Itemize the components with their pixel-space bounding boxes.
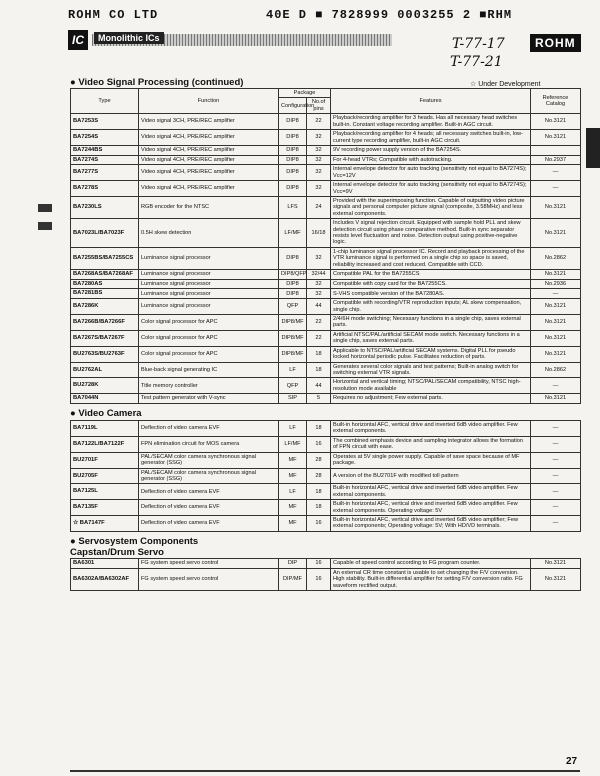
reference-cell: No.3121 xyxy=(531,314,581,330)
table-row xyxy=(71,130,581,146)
pins-cell: 32 xyxy=(307,165,331,181)
type-cell: BA7230LS xyxy=(71,196,139,218)
function-cell: Video signal 3CH, PRE/REC amplifier xyxy=(139,114,279,130)
features-cell: S-VHS compatible version of the BA7280AS. xyxy=(331,289,531,299)
reference-cell: No.3121 xyxy=(531,346,581,362)
config-cell: LF xyxy=(279,362,307,378)
config-cell: SIP xyxy=(279,394,307,404)
features-cell: 9V recording power supply version of the BA7254S. xyxy=(331,145,531,155)
type-cell: BU2728K xyxy=(71,378,139,394)
table-row xyxy=(71,299,581,315)
pins-cell: 32 xyxy=(307,155,331,165)
function-cell: Deflection of video camera EVF xyxy=(139,421,279,437)
config-cell: DIP/MF xyxy=(279,568,307,590)
type-cell: BA7280AS xyxy=(71,279,139,289)
video-signal-table xyxy=(70,88,581,404)
type-cell: BA7125L xyxy=(71,484,139,500)
config-cell: MF xyxy=(279,516,307,532)
features-cell: 1-chip luminance signal processor IC. Record and playback processing of the VTR luminance signal is performed on a single chip so space is saved, reliability increased and cost reduced. Compatible with CCD. xyxy=(331,247,531,269)
function-cell: Deflection of video camera EVF xyxy=(139,484,279,500)
pins-cell: 18 xyxy=(307,484,331,500)
config-cell: LF xyxy=(279,421,307,437)
pins-cell: 18 xyxy=(307,421,331,437)
new-flag-icon xyxy=(38,204,52,212)
type-cell: BU2705F xyxy=(71,468,139,484)
rohm-logo: ROHM xyxy=(530,34,581,52)
pins-cell: 16 xyxy=(307,568,331,590)
pins-cell: 32 xyxy=(307,145,331,155)
reference-cell: No.2862 xyxy=(531,362,581,378)
pins-cell: 22 xyxy=(307,330,331,346)
function-cell: FG system speed servo control xyxy=(139,568,279,590)
features-cell: A version of the BU2701F with modified toll pattern xyxy=(331,468,531,484)
function-cell: Blue-back signal generating IC xyxy=(139,362,279,378)
table-row xyxy=(71,484,581,500)
function-cell: Luminance signal processor xyxy=(139,247,279,269)
pins-cell: 18 xyxy=(307,346,331,362)
pins-cell: 5 xyxy=(307,394,331,404)
table-row xyxy=(71,330,581,346)
subsection-title-capstan: Capstan/Drum Servo xyxy=(70,547,164,558)
function-cell: Luminance signal processor xyxy=(139,299,279,315)
pins-cell: 32 xyxy=(307,181,331,197)
type-cell: BA7278S xyxy=(71,181,139,197)
config-cell: DIP8 xyxy=(279,165,307,181)
reference-cell: No.2937 xyxy=(531,155,581,165)
pins-cell: 16 xyxy=(307,436,331,452)
features-cell: Operates at 5V single power supply. Capable of save space because of MF package. xyxy=(331,452,531,468)
features-cell: For 4-head VTRs; Compatible with autotracking. xyxy=(331,155,531,165)
pins-cell: 32 xyxy=(307,289,331,299)
pins-cell: 44 xyxy=(307,378,331,394)
function-cell: Video signal 4CH, PRE/REC amplifier xyxy=(139,130,279,146)
function-cell: Deflection of video camera EVF xyxy=(139,500,279,516)
type-cell: BA7119L xyxy=(71,421,139,437)
reference-cell: — xyxy=(531,516,581,532)
function-cell: PAL/SECAM color camera synchronous signal generator (SSG) xyxy=(139,452,279,468)
type-cell: BA7268AS/BA7268AF xyxy=(71,270,139,280)
features-cell: Applicable to NTSC/PAL/artificial SECAM systems. Digital PLL for pseudo locked horizontal periodic pulse. Facilitates reduction of parts. xyxy=(331,346,531,362)
function-cell: PAL/SECAM color camera synchronous signal generator (SSG) xyxy=(139,468,279,484)
config-cell: DIP8/MF xyxy=(279,330,307,346)
features-cell: Built-in horizontal AFC, vertical drive and inverted 6dB video amplifier. Few external components. Operating voltage: 5V xyxy=(331,500,531,516)
table-row xyxy=(71,114,581,130)
function-cell: Color signal processor for APC xyxy=(139,314,279,330)
function-cell: Luminance signal processor xyxy=(139,289,279,299)
features-cell: Requires no adjustment; Few external parts. xyxy=(331,394,531,404)
table-row xyxy=(71,452,581,468)
type-cell: BA7023L/BA7023F xyxy=(71,219,139,248)
table-row xyxy=(71,155,581,165)
function-cell: FPN elimination circuit for MOS camera xyxy=(139,436,279,452)
table-row xyxy=(71,346,581,362)
reference-cell: — xyxy=(531,165,581,181)
config-cell: DIP8 xyxy=(279,247,307,269)
pins-cell: 32 xyxy=(307,130,331,146)
section-title-servosystem: ● Servosystem Components xyxy=(70,536,199,547)
type-cell: BA7244BS xyxy=(71,145,139,155)
pins-cell: 18 xyxy=(307,362,331,378)
config-cell: MF xyxy=(279,452,307,468)
table-row xyxy=(71,181,581,197)
features-cell: Capable of speed control according to FG program counter. xyxy=(331,559,531,569)
features-cell: Compatible with copy card for the BA7255CS. xyxy=(331,279,531,289)
features-cell: Includes V signal rejection circuit. Equipped with sample hold PLL and skew detection circuit using phase comparative method. Built-in sync separator resists level fluctuation and noise. Detection output using positive-negative logic. xyxy=(331,219,531,248)
pins-cell: 16 xyxy=(307,559,331,569)
under-development-note: ☆ Under Development xyxy=(470,81,541,88)
config-cell: DIP8/MF xyxy=(279,346,307,362)
reference-cell: No.3121 xyxy=(531,270,581,280)
pins-cell: 18 xyxy=(307,500,331,516)
config-cell: LF/MF xyxy=(279,436,307,452)
table-row xyxy=(71,279,581,289)
table-row xyxy=(71,247,581,269)
reference-cell: — xyxy=(531,436,581,452)
config-cell: QFP xyxy=(279,378,307,394)
function-cell: Video signal 4CH, PRE/REC amplifier xyxy=(139,165,279,181)
config-cell: DIP8/QFP xyxy=(279,270,307,280)
reference-cell: No.3121 xyxy=(531,559,581,569)
table-row xyxy=(71,165,581,181)
table-row xyxy=(71,436,581,452)
type-cell: BA7281BS xyxy=(71,289,139,299)
features-cell: Provided with the superimposing function. Capable of outputting video picture signals and personal computer picture signal (composite, 3.58MHz) and less external components. xyxy=(331,196,531,218)
config-cell: DIP8 xyxy=(279,130,307,146)
config-cell: MF xyxy=(279,500,307,516)
config-cell: DIP8 xyxy=(279,181,307,197)
config-cell: LF xyxy=(279,484,307,500)
config-cell: DIP8 xyxy=(279,279,307,289)
function-cell: Video signal 4CH, PRE/REC amplifier xyxy=(139,155,279,165)
config-cell: QFP xyxy=(279,299,307,315)
pins-cell: 32 xyxy=(307,279,331,289)
type-cell: BA7122L/BA7122F xyxy=(71,436,139,452)
type-cell: BA7255BS/BA7255CS xyxy=(71,247,139,269)
config-cell: DIP8 xyxy=(279,289,307,299)
type-cell: ☆ BA7147F xyxy=(71,516,139,532)
reference-cell: — xyxy=(531,378,581,394)
table-row xyxy=(71,394,581,404)
table-row xyxy=(71,559,581,569)
type-cell: BA7286K xyxy=(71,299,139,315)
config-cell: DIP8/MF xyxy=(279,314,307,330)
col-header-pins: No.of pins xyxy=(307,98,331,114)
reference-cell: No.3121 xyxy=(531,330,581,346)
reference-cell: No.3121 xyxy=(531,394,581,404)
pins-cell: 44 xyxy=(307,299,331,315)
reference-cell: — xyxy=(531,500,581,516)
col-header-features: Features xyxy=(331,89,531,114)
table-row xyxy=(71,145,581,155)
pins-cell: 28 xyxy=(307,468,331,484)
reference-cell: — xyxy=(531,181,581,197)
function-cell: Luminance signal processor xyxy=(139,279,279,289)
reference-cell: — xyxy=(531,484,581,500)
table-row xyxy=(71,289,581,299)
reference-cell: No.3121 xyxy=(531,130,581,146)
table-row xyxy=(71,196,581,218)
table-row xyxy=(71,421,581,437)
pins-cell: 16/18 xyxy=(307,219,331,248)
type-cell: BA7274S xyxy=(71,155,139,165)
reference-cell: No.3121 xyxy=(531,219,581,248)
features-cell: Playback/recording amplifier for 3 heads. Has all necessary head switches built-in. Constant voltage recording amplifier. Built-in AGC circuit. xyxy=(331,114,531,130)
config-cell: MF xyxy=(279,468,307,484)
table-row xyxy=(71,516,581,532)
features-cell: Playback/recording amplifier for 4 heads; all necessary switches built-in, low-current type recording amplifier, built-in AGC circuit. xyxy=(331,130,531,146)
config-cell: DIP8 xyxy=(279,155,307,165)
config-cell: LFS xyxy=(279,196,307,218)
new-flag-icon xyxy=(38,222,52,230)
col-header-reference: Reference Catalog xyxy=(531,89,581,114)
type-cell: BA7277S xyxy=(71,165,139,181)
reference-cell xyxy=(531,145,581,155)
col-header-configuration: Configuration xyxy=(279,98,307,114)
reference-cell: No.3121 xyxy=(531,196,581,218)
table-row xyxy=(71,568,581,590)
type-cell: BA7253S xyxy=(71,114,139,130)
col-header-type: Type xyxy=(71,89,139,114)
reference-cell: — xyxy=(531,468,581,484)
servo-table xyxy=(70,558,581,591)
side-tab-marker xyxy=(586,128,600,168)
function-cell: Deflection of video camera EVF xyxy=(139,516,279,532)
reference-cell: — xyxy=(531,452,581,468)
function-cell: Video signal 4CH, PRE/REC amplifier xyxy=(139,181,279,197)
reference-cell: — xyxy=(531,421,581,437)
type-cell: BA7266B/BA7266F xyxy=(71,314,139,330)
function-cell: 0.5H skew detection xyxy=(139,219,279,248)
handwritten-note-1: T-77-17 xyxy=(452,36,505,52)
function-cell: Video signal 4CH, PRE/REC amplifier xyxy=(139,145,279,155)
config-cell: DIP8 xyxy=(279,145,307,155)
reference-cell: No.3121 xyxy=(531,568,581,590)
pins-cell: 28 xyxy=(307,452,331,468)
type-cell: BA7267S/BA7267F xyxy=(71,330,139,346)
function-cell: Color signal processor for APC xyxy=(139,346,279,362)
features-cell: Generates several color signals and test patterns; Built-in analog switch for switching external VTR signals. xyxy=(331,362,531,378)
type-cell: BU2701F xyxy=(71,452,139,468)
table-row xyxy=(71,362,581,378)
features-cell: Built-in horizontal AFC, vertical drive and inverted 6dB video amplifier. Few external components. xyxy=(331,484,531,500)
table-row xyxy=(71,219,581,248)
pins-cell: 16 xyxy=(307,516,331,532)
table-row xyxy=(71,468,581,484)
table-row xyxy=(71,378,581,394)
band-label: Monolithic ICs xyxy=(94,32,164,44)
features-cell: Internal envelope detector for auto tracking (sensitivity not equal to BA7274S); Vcc=9V xyxy=(331,181,531,197)
config-cell: DIP8 xyxy=(279,114,307,130)
config-cell: LF/MF xyxy=(279,219,307,248)
pins-cell: 22 xyxy=(307,314,331,330)
pins-cell: 32 xyxy=(307,247,331,269)
reference-cell: No.3121 xyxy=(531,299,581,315)
company-name: ROHM CO LTD xyxy=(68,8,159,22)
features-cell: Compatible with recording/VTR reproduction inputs; AL skew compensation, single chip. xyxy=(331,299,531,315)
section-title-video-signal: ● Video Signal Processing (continued) xyxy=(70,77,244,88)
reference-cell: No.2936 xyxy=(531,279,581,289)
col-header-function: Function xyxy=(139,89,279,114)
footer-rule xyxy=(70,770,580,772)
features-cell: Built-in horizontal AFC, vertical drive and inverted 6dB video amplifier; Few external components; Operating voltage: 5V; With HD/VD terminals. xyxy=(331,516,531,532)
config-cell: DIP xyxy=(279,559,307,569)
features-cell: An external CR time constant is usable to set changing the F/V conversion. High stability. Built-in differential amplifier for setting F/V conversion ratio. FG waveform rectified output. xyxy=(331,568,531,590)
features-cell: Horizontal and vertical timing; NTSC/PAL/SECAM compatibility, NTSC high-resolution mode available xyxy=(331,378,531,394)
table-row xyxy=(71,500,581,516)
type-cell: BA7135F xyxy=(71,500,139,516)
page-number: 27 xyxy=(566,756,578,767)
features-cell: Compatible PAL for the BA7255CS xyxy=(331,270,531,280)
type-cell: BA6301 xyxy=(71,559,139,569)
pins-cell: 24 xyxy=(307,196,331,218)
type-cell: BA7044N xyxy=(71,394,139,404)
type-cell: BU2763S/BU2763F xyxy=(71,346,139,362)
pins-cell: 32/44 xyxy=(307,270,331,280)
table-row xyxy=(71,270,581,280)
function-cell: Luminance signal processor xyxy=(139,270,279,280)
section-title-video-camera: ● Video Camera xyxy=(70,408,142,419)
features-cell: Internal envelope detector for auto tracking (sensitivity not equal to BA7274S); Vcc=12V xyxy=(331,165,531,181)
features-cell: Built-in horizontal AFC, vertical drive and inverted 6dB video amplifier. Few external components. xyxy=(331,421,531,437)
function-cell: FG system speed servo control xyxy=(139,559,279,569)
reference-cell: No.3121 xyxy=(531,114,581,130)
type-cell: BA6302A/BA6302AF xyxy=(71,568,139,590)
ic-logo-icon: IC xyxy=(68,30,88,50)
function-cell: RGB encoder for the NTSC xyxy=(139,196,279,218)
video-camera-table xyxy=(70,420,581,532)
reference-cell: No.2862 xyxy=(531,247,581,269)
table-row xyxy=(71,314,581,330)
pins-cell: 22 xyxy=(307,114,331,130)
reference-cell: — xyxy=(531,289,581,299)
function-cell: Test pattern generator with V-sync xyxy=(139,394,279,404)
function-cell: Color signal processor for APC xyxy=(139,330,279,346)
handwritten-note-2: T-77-21 xyxy=(450,54,503,70)
type-cell: BU2762AL xyxy=(71,362,139,378)
features-cell: 2/4/6H mode switching; Necessary functions in a single chip, saves external parts. xyxy=(331,314,531,330)
col-header-package: Package xyxy=(279,89,331,98)
type-cell: BA7254S xyxy=(71,130,139,146)
function-cell: Title memory controller xyxy=(139,378,279,394)
features-cell: The combined emphasis device and sampling integrator allows the formation of FPN circuit with ease. xyxy=(331,436,531,452)
document-code: 40E D ■ 7828999 0003255 2 ■RHM xyxy=(266,8,513,22)
features-cell: Artificial NTSC/PAL/artificial SECAM mode switch. Necessary functions in a single chip, saves external parts. xyxy=(331,330,531,346)
